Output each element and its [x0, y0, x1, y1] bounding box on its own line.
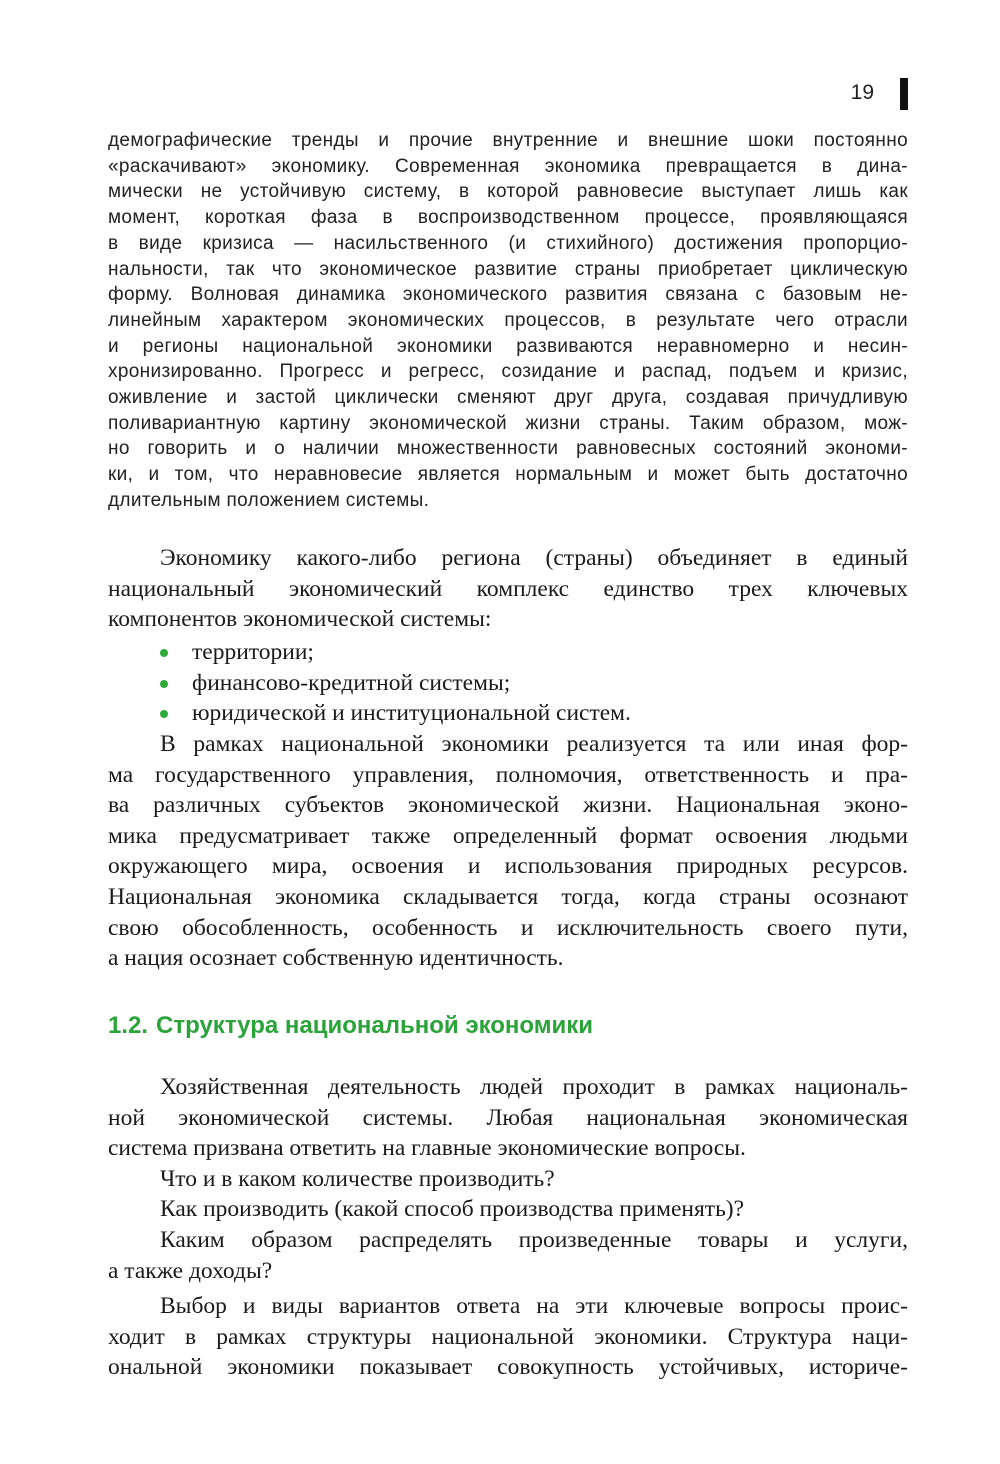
list-item: [108, 637, 908, 668]
text-line: Выбор и виды вариантов ответа на эти ключевые вопросы проис-: [160, 1293, 908, 1319]
text-line: ки, и том, что неравновесие является нормальным и может быть достаточно: [108, 464, 908, 486]
text-line: Хозяйственная деятельность людей проходит в рамках националь-: [160, 1074, 908, 1100]
paragraph-regions: [108, 543, 908, 635]
text-line: ва различных субъектов экономической жизни. Национальная эконо-: [108, 792, 908, 819]
section-heading: [108, 1010, 593, 1042]
text-line: мика предусматривает также определенный формат освоения людьми: [108, 822, 908, 849]
question-line: а также доходы?: [108, 1257, 273, 1284]
text-line: длительным положением системы.: [108, 489, 430, 511]
bullet-icon: [160, 649, 168, 657]
text-line: хронизированно. Прогресс и регресс, созидание и распад, подъем и кризис,: [108, 361, 908, 383]
page-number-bar: [900, 78, 908, 110]
text-line: Экономику какого-либо региона (страны) объединяет в единый: [160, 545, 908, 571]
paragraph-framework: [108, 729, 908, 974]
text-line: ональной экономики показывает совокупность устойчивых, историче-: [108, 1354, 908, 1381]
text-line: форму. Волновая динамика экономического развития связана с базовым не-: [108, 284, 908, 306]
text-line: поливариантную картину экономической жизни страны. Таким образом, мож-: [108, 412, 908, 434]
text-line: линейным характером экономических процессов, в результате чего отрасли: [108, 309, 908, 331]
text-line: момент, короткая фаза в воспроизводственном процессе, проявляющаяся: [108, 207, 908, 229]
bullet-icon: [160, 680, 168, 688]
bullet-icon: [160, 710, 168, 718]
list-item: [108, 698, 908, 729]
question-line: Каким образом распределять произведенные товары и услуги,: [160, 1226, 908, 1253]
bullet-list: [108, 637, 908, 729]
list-item-text: юридической и институциональной систем.: [192, 700, 631, 727]
text-line: ходит в рамках структуры национальной экономики. Структура наци-: [108, 1323, 908, 1350]
text-line: свою обособленность, особенность и исключительность своего пути,: [108, 914, 908, 941]
intro-paragraph: [108, 128, 908, 514]
text-line: и регионы национальной экономики развиваются неравномерно и несин-: [108, 335, 908, 357]
paragraph-choice: [108, 1291, 908, 1383]
page-number: 19: [850, 81, 874, 104]
text-line: «раскачивают» экономику. Современная экономика превращается в дина-: [108, 155, 908, 177]
question-line: Как производить (какой способ производства применять)?: [160, 1196, 745, 1223]
text-line: система призвана ответить на главные экономические вопросы.: [108, 1135, 746, 1162]
paragraph-activity: [108, 1072, 908, 1286]
text-line: в виде кризиса — насильственного (и стихийного) достижения пропорцио-: [108, 232, 908, 254]
text-line: окружающего мира, освоения и использования природных ресурсов.: [108, 853, 908, 880]
list-item-text: финансово-кредитной системы;: [192, 669, 511, 696]
text-line: мически не устойчивую систему, в которой равновесие выступает лишь как: [108, 181, 908, 203]
text-line: оживление и застой циклически сменяют друг друга, создавая причудливую: [108, 387, 908, 409]
text-line: ной экономической системы. Любая национальная экономическая: [108, 1104, 908, 1131]
text-line: демографические тренды и прочие внутренние и внешние шоки постоянно: [108, 130, 908, 151]
text-line: а нация осознает собственную идентичность.: [108, 945, 564, 972]
text-line: Национальная экономика складывается тогда, когда страны осознают: [108, 883, 908, 910]
list-item-text: территории;: [192, 639, 314, 665]
text-line: национальный экономический комплекс единство трех ключевых: [108, 575, 908, 602]
section-number: 1.2.: [108, 1012, 149, 1039]
text-line: В рамках национальной экономики реализуется та или иная фор-: [160, 731, 908, 757]
text-line: ма государственного управления, полномочия, ответственность и пра-: [108, 761, 908, 788]
text-line: но говорить и о наличии множественности равновесных состояний экономи-: [108, 438, 908, 460]
text-line: компонентов экономической системы:: [108, 606, 492, 633]
text-line: нальности, так что экономическое развитие страны приобретает циклическую: [108, 258, 908, 280]
section-title: Структура национальной экономики: [156, 1012, 594, 1039]
question-line: Что и в каком количестве производить?: [160, 1165, 555, 1192]
list-item: [108, 668, 908, 699]
